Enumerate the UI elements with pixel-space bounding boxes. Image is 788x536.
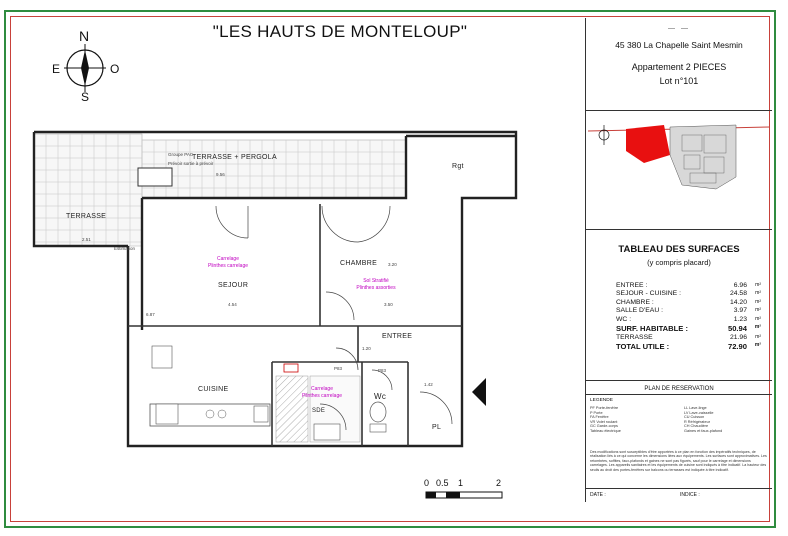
room-rgt: Rgt <box>452 163 464 170</box>
finish-sejour-floor: Carrelage <box>217 256 239 262</box>
date-row <box>586 488 772 501</box>
room-cuisine: CUISINE <box>198 386 229 393</box>
legend-item: Tableau électrique <box>590 428 621 433</box>
surface-unit: m² <box>755 315 761 322</box>
room-sde: SDE <box>312 408 326 414</box>
scale-05: 0.5 <box>436 478 449 488</box>
scale-bar-graphic <box>424 490 510 504</box>
legend-item: R Réfrigérateur <box>684 419 710 424</box>
legend-right <box>684 406 770 434</box>
surface-value: 3.97 <box>733 307 747 315</box>
header-lot: Lot n°101 <box>659 76 699 86</box>
key-plan-drawing <box>586 111 772 229</box>
dim-pergola: 9.56 <box>216 172 225 177</box>
surface-value: 1.23 <box>733 315 747 323</box>
surface-value: 6.96 <box>733 282 747 289</box>
surface-row <box>616 334 761 342</box>
surface-value: 50.94 <box>727 323 747 333</box>
dim-sejour-h: 6.87 <box>146 312 155 317</box>
header-address: 45 380 La Chapelle Saint Mesmin <box>615 40 743 50</box>
legend-label: LEGENDE <box>590 398 613 403</box>
finish-sde <box>290 386 354 400</box>
legend-item: P Porte <box>590 410 603 415</box>
surface-value: 21.96 <box>729 333 747 341</box>
room-entree: ENTREE <box>382 333 413 340</box>
dim-door2: P83 <box>378 368 387 373</box>
legend-left <box>590 406 678 434</box>
scale-2: 2 <box>496 478 502 488</box>
header-dashes: — — <box>668 25 690 32</box>
surface-label: TOTAL UTILE : <box>616 341 670 351</box>
room-terrasse: TERRASSE <box>66 213 107 220</box>
dim-sejour-w: 4.54 <box>228 302 237 307</box>
dim-chambre-w: 3.50 <box>384 302 393 307</box>
surface-label: ENTREE : <box>616 282 648 289</box>
legend-item: CH Chaudière <box>684 424 709 429</box>
scale-bar <box>424 478 510 508</box>
finish-sejour-skirting: Plinthes carrelage <box>207 263 249 269</box>
legend-item: Gaines et faux-plafond <box>684 428 723 433</box>
surface-unit: m² <box>755 298 761 305</box>
legend-table <box>590 406 770 446</box>
surface-label: SEJOUR - CUISINE : <box>616 290 681 298</box>
legend-item: PF Porte-fenêtre <box>590 406 619 410</box>
legend-item: GC Garde-corps <box>590 424 618 429</box>
index-label: INDICE : <box>680 492 700 498</box>
surface-unit: m² <box>755 333 761 340</box>
finish-sde-floor: Carrelage <box>311 386 333 392</box>
dim-chambre-h: 3.20 <box>388 262 397 267</box>
surface-label: TERRASSE <box>616 333 653 341</box>
note-pac2: Prévoir sortie à prévoir <box>168 161 214 166</box>
surface-value: 72.90 <box>727 341 747 351</box>
title-block <box>585 18 772 502</box>
surface-row <box>616 342 761 352</box>
surface-unit: m² <box>754 341 761 348</box>
dim-pl-w: 1.42 <box>424 382 433 387</box>
surface-value: 14.20 <box>729 298 747 306</box>
surface-label: CHAMBRE : <box>616 298 654 306</box>
compass-s: S <box>81 90 90 104</box>
finish-sde-skirting: Plinthes carrelage <box>301 393 343 399</box>
surfaces-rows <box>616 282 761 352</box>
reservation-block <box>586 384 772 502</box>
surface-row <box>616 282 761 290</box>
surface-row <box>616 299 761 307</box>
title-block-header <box>586 18 772 111</box>
room-chambre: CHAMBRE <box>340 260 378 267</box>
finish-sejour <box>198 256 258 270</box>
surface-row <box>616 316 761 324</box>
date-label: DATE : <box>590 492 606 498</box>
dim-door1: P83 <box>334 366 343 371</box>
surface-unit: m² <box>754 323 761 330</box>
surface-row <box>616 307 761 315</box>
key-plan <box>586 111 772 230</box>
legend-item: CU Cuisson <box>684 415 705 420</box>
dim-entree-h: 1.20 <box>362 346 371 351</box>
room-wc: Wc <box>374 392 387 401</box>
surface-value: 24.58 <box>729 290 747 298</box>
surface-label: WC : <box>616 315 632 323</box>
surface-row <box>616 324 761 334</box>
room-pl: PL <box>432 424 442 431</box>
header-apartment: Appartement 2 PIECES <box>631 62 727 72</box>
room-sejour: SEJOUR <box>218 282 249 289</box>
finish-chambre-skirting: Plinthes assorties <box>356 285 396 291</box>
scale-1: 1 <box>458 478 464 488</box>
legend-item: VR Volet roulant <box>590 419 618 424</box>
compass-n: N <box>79 28 90 44</box>
surface-row <box>616 290 761 298</box>
scale-0: 0 <box>424 478 430 488</box>
surface-label: SURF. HABITABLE : <box>616 323 688 333</box>
note-estimation: Estimation <box>114 246 136 251</box>
finish-chambre-floor: Sol Stratifié <box>363 278 389 284</box>
legend-item: LL Lave-linge <box>684 406 707 410</box>
surface-unit: m² <box>755 282 761 288</box>
legend-item: LV Lave-vaisselle <box>684 410 714 415</box>
surface-unit: m² <box>755 307 761 314</box>
dim-terrasse: 2.51 <box>82 237 91 242</box>
compass-o: O <box>110 62 120 76</box>
surface-label: SALLE D'EAU : <box>616 307 664 315</box>
reservation-notice: Des modifications sont susceptibles d'être apportées à ce plan en fonction des impératifs techniques, de réalisation liés à ce qui concerne les dimensions liées aux équipements. Les surfaces sont approximatives. Les retombées, soffites, faux-plafonds et gaines ne sont pas figurés, sauf pour le carrelage et dimensions carrelages. Les appareils sanitaires et les équipements de cuisine sont indiqués à titre indicatif. La hauteur des seuils au droit des portes-fenêtres sur balcons ou terrasses est indiquée à titre indicatif. <box>590 450 767 472</box>
reservation-title: PLAN DE RESERVATION <box>586 386 772 395</box>
surfaces-title: TABLEAU DES SURFACES <box>618 244 740 255</box>
surfaces-table <box>586 230 772 381</box>
room-terrasse-pergola: TERRASSE + PERGOLA <box>192 154 277 161</box>
compass-e: E <box>52 62 61 76</box>
note-pac: Groupe PAC <box>168 152 194 157</box>
surfaces-subtitle: (y compris placard) <box>647 258 711 267</box>
project-title: "LES HAUTS DE MONTELOUP" <box>212 22 468 41</box>
finish-chambre <box>336 278 416 292</box>
surface-unit: m² <box>755 290 761 297</box>
legend-item: FA Fenêtre <box>590 415 609 420</box>
